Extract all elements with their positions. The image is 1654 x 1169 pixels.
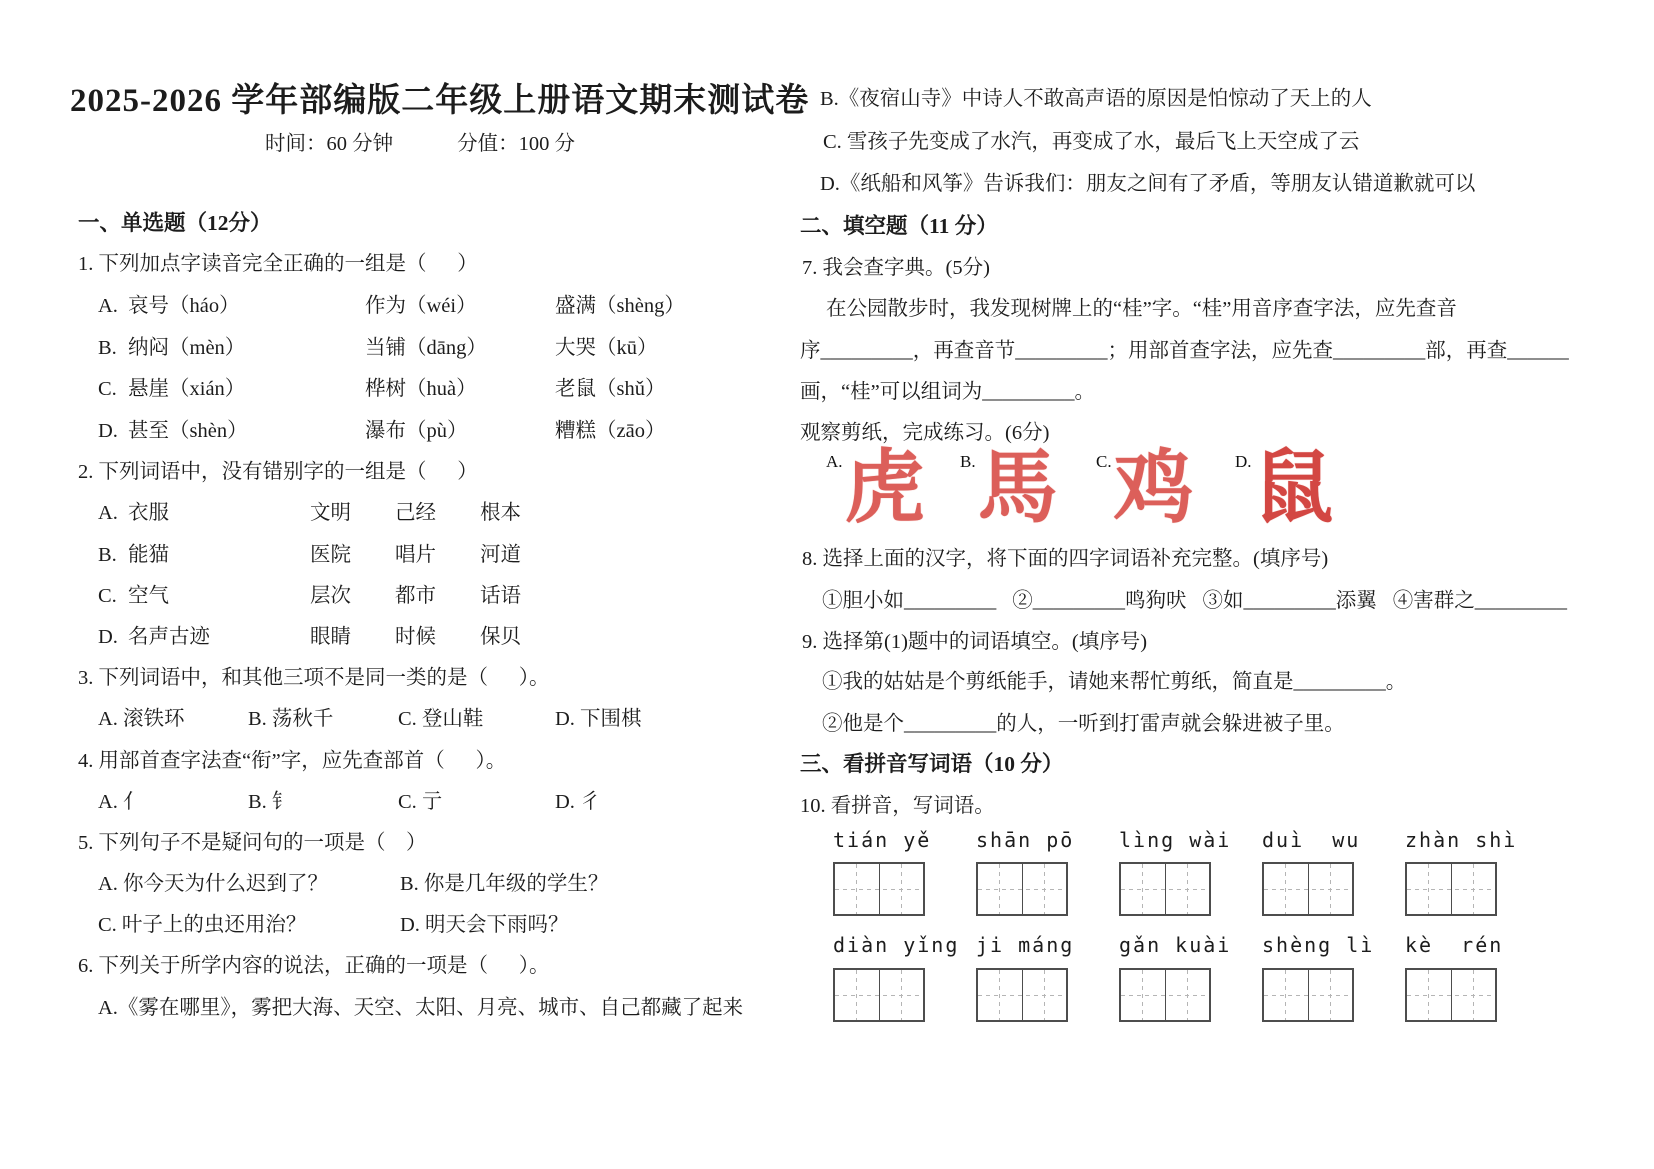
option: B. 钅 bbox=[248, 791, 293, 813]
q9-stem: 9. 选择第(1)题中的词语填空。(填序号) bbox=[802, 631, 1148, 653]
page-title: 2025-2026 学年部编版二年级上册语文期末测试卷 bbox=[70, 83, 810, 119]
option-label: D. bbox=[98, 420, 118, 442]
word-pinyin: 瀑布（pù） bbox=[365, 420, 468, 442]
q7-line1: 在公园散步时，我发现树牌上的“桂”字。“桂”用音序查字法，应先查音 bbox=[826, 298, 1457, 320]
pinyin-label: kè rén bbox=[1405, 933, 1504, 957]
q10-stem: 10. 看拼音，写词语。 bbox=[800, 795, 995, 817]
q7-stem: 7. 我会查字典。(5分) bbox=[802, 257, 990, 279]
q7-line2: 序_________，再查音节_________；用部首查字法，应先查_________部，再查______ bbox=[800, 340, 1569, 362]
q1-option-a bbox=[98, 293, 685, 320]
word: 衣服 bbox=[128, 502, 169, 524]
option-label: C. bbox=[98, 585, 117, 607]
word: 都市 bbox=[395, 585, 436, 607]
word: 河道 bbox=[480, 544, 521, 566]
pinyin-label: shèng lì bbox=[1262, 933, 1375, 957]
option-label: D. bbox=[98, 626, 118, 648]
writing-grid bbox=[1119, 862, 1211, 916]
option-label: C. bbox=[98, 378, 117, 400]
q2-option-d bbox=[98, 624, 521, 651]
pinyin-label: zhàn shì bbox=[1405, 828, 1518, 852]
q2-option-c bbox=[98, 583, 521, 610]
papercut-rooster-image: 鸡 bbox=[1113, 445, 1194, 533]
pinyin-label: duì wu bbox=[1262, 828, 1361, 852]
papercut-rat bbox=[1235, 445, 1334, 533]
section-3-heading: 三、看拼音写词语（10 分） bbox=[800, 752, 1064, 776]
word-pinyin: 桦树（huà） bbox=[365, 378, 477, 400]
word: 保贝 bbox=[480, 626, 521, 648]
q9-item1: ①我的姑姑是个剪纸能手，请她来帮忙剪纸，简直是_________。 bbox=[822, 671, 1407, 693]
q6-option-c: C. 雪孩子先变成了水汽，再变成了水，最后飞上天空成了云 bbox=[823, 131, 1360, 153]
writing-grid bbox=[833, 862, 925, 916]
option: C. 叶子上的虫还用治？ bbox=[98, 914, 307, 936]
option: A. 亻 bbox=[98, 791, 144, 813]
q1-option-d bbox=[98, 418, 665, 445]
q2-option-b bbox=[98, 542, 521, 569]
papercut-horse-image: 馬 bbox=[977, 445, 1058, 533]
writing-grid bbox=[976, 862, 1068, 916]
writing-grid bbox=[1119, 968, 1211, 1022]
word: 眼睛 bbox=[310, 626, 351, 648]
pinyin-row-2 bbox=[833, 933, 1548, 957]
option: A. 你今天为什么迟到了？ bbox=[98, 873, 329, 895]
word-pinyin: 大哭（kū） bbox=[555, 337, 658, 359]
q5-options-row1 bbox=[98, 871, 608, 898]
idiom-blank: ①胆小如_________ bbox=[822, 590, 997, 612]
option: C. 登山鞋 bbox=[398, 708, 484, 730]
exam-score: 分值：100 分 bbox=[457, 133, 575, 155]
pinyin-label: shān pō bbox=[976, 828, 1075, 852]
word-pinyin: 纳闷（mèn） bbox=[128, 337, 246, 359]
option-label: A. bbox=[98, 295, 118, 317]
option: A. 滚铁环 bbox=[98, 708, 185, 730]
word: 话语 bbox=[480, 585, 521, 607]
option-label: B. bbox=[98, 337, 117, 359]
exam-time: 时间：60 分钟 bbox=[265, 133, 394, 155]
pinyin-label: lìng wài bbox=[1119, 828, 1232, 852]
q6-option-d: D.《纸船和风筝》告诉我们：朋友之间有了矛盾，等朋友认错道歉就可以 bbox=[820, 173, 1476, 195]
option: D. 彳 bbox=[555, 791, 601, 813]
q7-papercut-note: 观察剪纸，完成练习。(6分) bbox=[800, 422, 1050, 444]
option-label: A. bbox=[98, 502, 118, 524]
pinyin-label: ji máng bbox=[976, 933, 1075, 957]
option: D. 明天会下雨吗？ bbox=[400, 914, 569, 936]
option: C. 亍 bbox=[398, 791, 443, 813]
papercut-tiger bbox=[826, 445, 925, 533]
word: 己经 bbox=[395, 502, 436, 524]
word-pinyin: 当铺（dāng） bbox=[365, 337, 487, 359]
word: 医院 bbox=[310, 544, 351, 566]
section-2-heading: 二、填空题（11 分） bbox=[800, 214, 998, 238]
papercut-tiger-image: 虎 bbox=[844, 445, 925, 533]
q6-stem: 6. 下列关于所学内容的说法，正确的一项是（ ）。 bbox=[78, 955, 550, 977]
writing-grid bbox=[976, 968, 1068, 1022]
option: B. 你是几年级的学生？ bbox=[400, 873, 609, 895]
word-pinyin: 悬崖（xián） bbox=[128, 378, 246, 400]
word: 时候 bbox=[395, 626, 436, 648]
papercut-horse bbox=[960, 445, 1058, 533]
q2-stem: 2. 下列词语中，没有错别字的一组是（ ） bbox=[78, 461, 478, 483]
q6-option-a: A.《雾在哪里》，雾把大海、天空、太阳、月亮、城市、自己都藏了起来 bbox=[98, 997, 744, 1019]
word: 层次 bbox=[310, 585, 351, 607]
q2-option-a bbox=[98, 500, 521, 527]
pinyin-label: diàn yǐng bbox=[833, 933, 960, 957]
q5-stem: 5. 下列句子不是疑问句的一项是（ ） bbox=[78, 832, 427, 854]
writing-grid-row-2 bbox=[833, 968, 1497, 1022]
q8-stem: 8. 选择上面的汉字，将下面的四字词语补充完整。(填序号) bbox=[802, 548, 1329, 570]
option: B. 荡秋千 bbox=[248, 708, 334, 730]
q6-option-b: B.《夜宿山寺》中诗人不敢高声语的原因是怕惊动了天上的人 bbox=[820, 88, 1372, 110]
idiom-blank: ③如_________添翼 bbox=[1202, 590, 1377, 612]
writing-grid-row-1 bbox=[833, 862, 1497, 916]
pinyin-row-1 bbox=[833, 828, 1548, 852]
word-pinyin: 盛满（shèng） bbox=[555, 295, 685, 317]
word: 根本 bbox=[480, 502, 521, 524]
exam-meta bbox=[70, 126, 770, 156]
q1-option-b bbox=[98, 335, 658, 362]
option: D. 下围棋 bbox=[555, 708, 642, 730]
word: 名声古迹 bbox=[128, 626, 210, 648]
pinyin-label: tián yě bbox=[833, 828, 932, 852]
q7-line3: 画，“桂”可以组词为_________。 bbox=[800, 381, 1095, 403]
papercut-label: A. bbox=[826, 452, 843, 471]
q4-options bbox=[98, 789, 601, 816]
q1-option-c bbox=[98, 376, 665, 403]
section-1-heading: 一、单选题（12分） bbox=[78, 211, 272, 235]
idiom-blank: ②_________鸣狗吠 bbox=[1012, 590, 1187, 612]
word: 唱片 bbox=[395, 544, 436, 566]
q5-options-row2 bbox=[98, 912, 569, 939]
word-pinyin: 作为（wéi） bbox=[365, 295, 477, 317]
pinyin-label: gǎn kuài bbox=[1119, 933, 1232, 957]
q3-options bbox=[98, 706, 642, 733]
q8-blanks bbox=[822, 588, 1567, 615]
word: 能猫 bbox=[128, 544, 169, 566]
q9-item2: ②他是个_________的人，一听到打雷声就会躲进被子里。 bbox=[822, 713, 1345, 735]
word-pinyin: 老鼠（shǔ） bbox=[555, 378, 666, 400]
word: 空气 bbox=[128, 585, 169, 607]
word-pinyin: 哀号（háo） bbox=[128, 295, 240, 317]
idiom-blank: ④害群之_________ bbox=[1392, 590, 1567, 612]
word: 文明 bbox=[310, 502, 351, 524]
q3-stem: 3. 下列词语中，和其他三项不是同一类的是（ ）。 bbox=[78, 667, 550, 689]
writing-grid bbox=[1262, 968, 1354, 1022]
papercut-rooster bbox=[1096, 445, 1194, 533]
papercut-label: D. bbox=[1235, 452, 1252, 471]
writing-grid bbox=[1262, 862, 1354, 916]
papercut-label: B. bbox=[960, 452, 976, 471]
writing-grid bbox=[1405, 968, 1497, 1022]
writing-grid bbox=[833, 968, 925, 1022]
q4-stem: 4. 用部首查字法查“衔”字，应先查部首（ ）。 bbox=[78, 750, 507, 772]
word-pinyin: 糟糕（zāo） bbox=[555, 420, 666, 442]
word-pinyin: 甚至（shèn） bbox=[128, 420, 248, 442]
papercut-rat-image: 鼠 bbox=[1253, 445, 1334, 533]
option-label: B. bbox=[98, 544, 117, 566]
writing-grid bbox=[1405, 862, 1497, 916]
papercut-label: C. bbox=[1096, 452, 1112, 471]
q1-stem: 1. 下列加点字读音完全正确的一组是（ ） bbox=[78, 253, 478, 275]
